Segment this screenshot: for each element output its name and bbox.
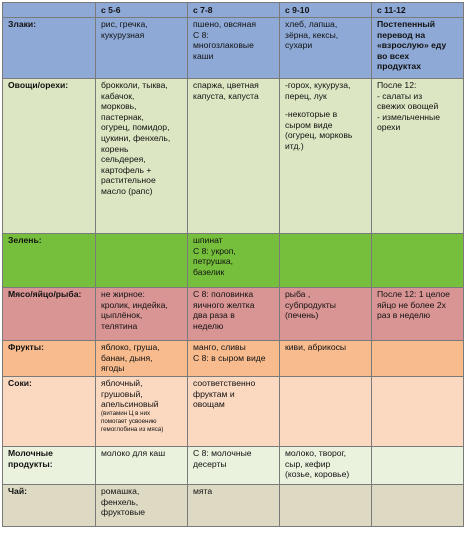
cell-text-line: фруктам и bbox=[193, 388, 235, 399]
cell-fruits-col-4 bbox=[372, 341, 464, 377]
cell-text-line: После 12: bbox=[377, 80, 417, 90]
cell-text-line: субпродукты bbox=[285, 299, 336, 310]
cell-text-line: шпинат bbox=[193, 235, 223, 245]
row-label-meat: Мясо/яйцо/рыба: bbox=[3, 288, 96, 341]
cell-grains-col-1 bbox=[96, 18, 188, 79]
table-row-dairy bbox=[3, 447, 464, 485]
cell-text-line: во всех bbox=[377, 50, 410, 61]
cell-text-line: молоко, творог, bbox=[285, 448, 347, 458]
cell-dairy-col-3 bbox=[280, 447, 372, 485]
header-cell-age-9-10: с 9-10 bbox=[280, 3, 372, 18]
cell-text-line: раз в неделю bbox=[377, 310, 431, 321]
header-cell-age-7-8: с 7-8 bbox=[188, 3, 280, 18]
cell-meat-col-3 bbox=[280, 288, 372, 341]
cell-text-line: продуктах bbox=[377, 61, 421, 72]
cell-text-line: (печень) bbox=[285, 310, 319, 321]
cell-text-line: кролик, индейка, bbox=[101, 299, 168, 310]
table-row-meat bbox=[3, 288, 464, 341]
cell-fruits-col-2 bbox=[188, 341, 280, 377]
cell-text-line: многозлаковые bbox=[193, 40, 254, 51]
cell-text-line: -горох, кукуруза, bbox=[285, 80, 351, 90]
cell-text-line: пшено, овсяная bbox=[193, 19, 257, 29]
cell-meat-col-2 bbox=[188, 288, 280, 341]
table-body bbox=[3, 3, 464, 527]
row-label-vegetables: Овощи/орехи: bbox=[3, 79, 96, 234]
cell-text-line: - измельченные bbox=[377, 111, 441, 122]
cell-text-line: фенхель, bbox=[101, 496, 139, 507]
cell-text-line: С 8: bbox=[193, 29, 209, 40]
cell-text-line: молоко для каш bbox=[101, 448, 166, 458]
cell-text-line: овощам bbox=[193, 399, 225, 410]
cell-text-line: телятина bbox=[101, 320, 138, 331]
table-row-juices bbox=[3, 377, 464, 447]
cell-meat-col-4 bbox=[372, 288, 464, 341]
cell-vegetables-col-2 bbox=[188, 79, 280, 234]
cell-text-line: ягоды bbox=[101, 363, 125, 374]
cell-text-line bbox=[285, 101, 366, 109]
baby-food-table bbox=[2, 2, 464, 527]
cell-juices-col-1 bbox=[96, 377, 188, 447]
cell-text-line: киви, абрикосы bbox=[285, 342, 347, 352]
cell-text-line: сыр, кефир bbox=[285, 458, 331, 469]
table-row-tea bbox=[3, 485, 464, 527]
cell-text-line: манго, сливы bbox=[193, 342, 246, 352]
cell-text-line: рис, гречка, bbox=[101, 19, 148, 29]
cell-text-line: петрушка, bbox=[193, 256, 234, 267]
cell-dairy-col-2 bbox=[188, 447, 280, 485]
cell-juices-col-3 bbox=[280, 377, 372, 447]
cell-grains-col-3 bbox=[280, 18, 372, 79]
cell-juices-col-2 bbox=[188, 377, 280, 447]
cell-text-line: Постепенный bbox=[377, 19, 436, 29]
cell-greens-col-2 bbox=[188, 234, 280, 288]
cell-text-line: помогает усвоению bbox=[101, 417, 157, 425]
cell-text-line: мята bbox=[193, 486, 213, 496]
cell-text-line: С 8: молочные bbox=[193, 448, 252, 458]
cell-grains-col-2 bbox=[188, 18, 280, 79]
cell-text-line: рыба , bbox=[285, 289, 311, 299]
cell-text-line: базелик bbox=[193, 266, 225, 277]
header-cell-empty bbox=[3, 3, 96, 18]
cell-text-line: пастернак, bbox=[101, 111, 144, 122]
header-cell-age-5-6: с 5-6 bbox=[96, 3, 188, 18]
table-row-grains bbox=[3, 18, 464, 79]
row-label-grains: Злаки: bbox=[3, 18, 96, 79]
row-label-dairy: Молочные продукты: bbox=[3, 447, 96, 485]
cell-text-line: сухари bbox=[285, 40, 313, 51]
row-label-tea: Чай: bbox=[3, 485, 96, 527]
cell-text-line: яблочный, bbox=[101, 378, 143, 388]
cell-text-line: картофель + bbox=[101, 164, 152, 175]
cell-text-line: не жирное: bbox=[101, 289, 145, 299]
cell-text-line: орехи bbox=[377, 122, 401, 133]
cell-grains-col-4 bbox=[372, 18, 464, 79]
cell-text-line: каши bbox=[193, 50, 214, 61]
header-row bbox=[3, 3, 464, 18]
cell-fruits-col-1 bbox=[96, 341, 188, 377]
cell-text-line: яйцо не более 2х bbox=[377, 299, 446, 310]
cell-text-line: кукурузная bbox=[101, 29, 145, 40]
cell-text-line: яблоко, груша, bbox=[101, 342, 160, 352]
cell-vegetables-col-4 bbox=[372, 79, 464, 234]
cell-text-line: гемоглобина из мяса) bbox=[101, 425, 164, 433]
row-label-fruits: Фрукты: bbox=[3, 341, 96, 377]
cell-vegetables-col-1 bbox=[96, 79, 188, 234]
cell-text-line: хлеб, лапша, bbox=[285, 19, 338, 29]
cell-text-line: соответственно bbox=[193, 378, 256, 388]
cell-text-line: банан, дыня, bbox=[101, 352, 153, 363]
cell-text-line: десерты bbox=[193, 458, 227, 469]
row-label-juices: Соки: bbox=[3, 377, 96, 447]
cell-text-line: перевод на bbox=[377, 29, 426, 40]
cell-text-line: неделю bbox=[193, 320, 224, 331]
table-row-fruits bbox=[3, 341, 464, 377]
cell-greens-col-3 bbox=[280, 234, 372, 288]
cell-dairy-col-1 bbox=[96, 447, 188, 485]
cell-meat-col-1 bbox=[96, 288, 188, 341]
cell-text-line: морковь, bbox=[101, 101, 137, 112]
cell-text-line: кабачок, bbox=[101, 90, 135, 101]
cell-text-line: итд.) bbox=[285, 140, 304, 151]
cell-text-line: сельдерея, bbox=[101, 154, 146, 165]
cell-text-line: апельсиновый bbox=[101, 399, 159, 410]
cell-tea-col-4 bbox=[372, 485, 464, 527]
cell-text-line: С 8: половинка bbox=[193, 289, 254, 299]
cell-text-line: -некоторые в bbox=[285, 109, 338, 120]
cell-text-line: капуста, капуста bbox=[193, 90, 259, 101]
cell-text-line: цукини, фенхель, bbox=[101, 132, 171, 143]
cell-text-line: брокколи, тыква, bbox=[101, 80, 168, 90]
cell-text-line: перец, лук bbox=[285, 90, 327, 101]
cell-text-line: огурец, помидор, bbox=[101, 122, 170, 133]
cell-text-line: сыром виде bbox=[285, 119, 333, 130]
cell-text-line: (витамин Ц в них bbox=[101, 409, 151, 417]
table-row-vegetables bbox=[3, 79, 464, 234]
cell-juices-col-4 bbox=[372, 377, 464, 447]
cell-text-line: масло (рапс) bbox=[101, 185, 153, 196]
cell-tea-col-3 bbox=[280, 485, 372, 527]
cell-text-line: зёрна, кексы, bbox=[285, 29, 339, 40]
cell-tea-col-1 bbox=[96, 485, 188, 527]
cell-text-line: С 8: укроп, bbox=[193, 245, 236, 256]
cell-text-line: «взрослую» еду bbox=[377, 40, 447, 51]
cell-fruits-col-3 bbox=[280, 341, 372, 377]
cell-tea-col-2 bbox=[188, 485, 280, 527]
cell-vegetables-col-3 bbox=[280, 79, 372, 234]
cell-greens-col-4 bbox=[372, 234, 464, 288]
row-label-greens: Зелень: bbox=[3, 234, 96, 288]
cell-text-line: - салаты из bbox=[377, 90, 423, 101]
cell-text-line: растительное bbox=[101, 175, 156, 186]
cell-text-line: После 12: 1 целое bbox=[377, 289, 450, 299]
cell-text-line: корень bbox=[101, 143, 129, 154]
cell-text-line: свежих овощей bbox=[377, 101, 439, 112]
cell-text-line: спаржа, цветная bbox=[193, 80, 259, 90]
cell-text-line: С 8: в сыром виде bbox=[193, 352, 266, 363]
cell-text-line: два раза в bbox=[193, 310, 235, 321]
cell-text-line: ромашка, bbox=[101, 486, 140, 496]
header-cell-age-11-12: с 11-12 bbox=[372, 3, 464, 18]
cell-text-line: фруктовые bbox=[101, 507, 146, 518]
cell-greens-col-1 bbox=[96, 234, 188, 288]
cell-text-line: грушовый, bbox=[101, 388, 143, 399]
cell-text-line: яичного желтка bbox=[193, 299, 255, 310]
table-row-greens bbox=[3, 234, 464, 288]
cell-text-line: цыплёнок, bbox=[101, 310, 143, 321]
cell-text-line: (козье, коровье) bbox=[285, 469, 350, 480]
cell-dairy-col-4 bbox=[372, 447, 464, 485]
cell-text-line: (огурец, морковь bbox=[285, 130, 353, 141]
